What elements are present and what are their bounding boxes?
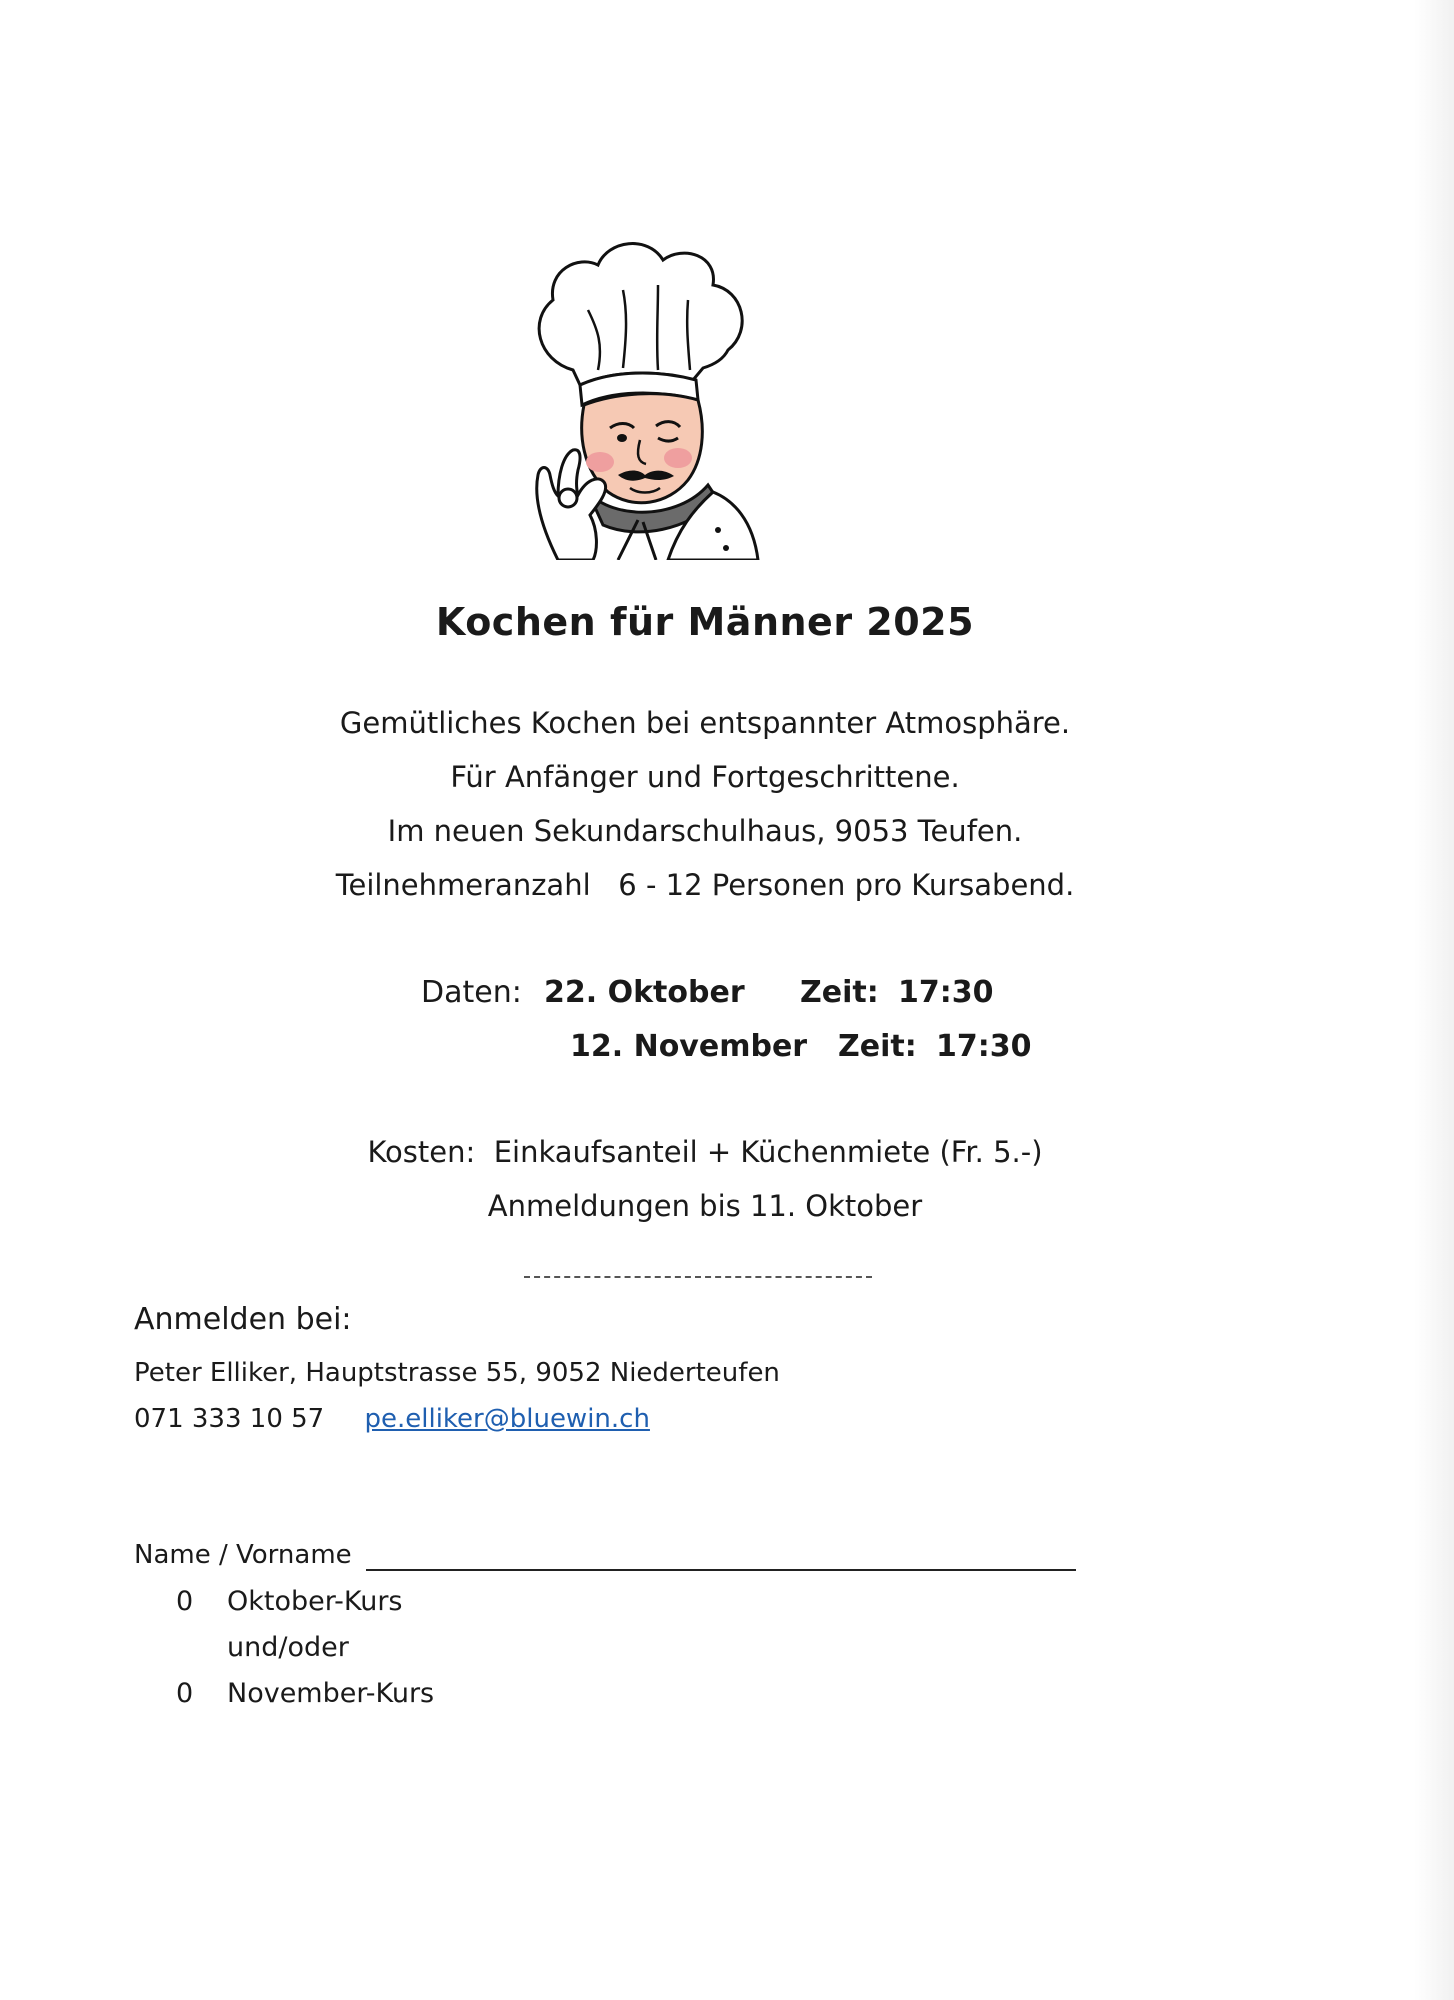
dashed-divider: [524, 1276, 872, 1278]
dates-label: Daten:: [421, 975, 522, 1010]
time-value: 17:30: [898, 975, 994, 1010]
page-title: Kochen für Männer 2025: [435, 600, 975, 644]
option-november-kurs: November-Kurs: [227, 1678, 435, 1709]
intro-line: Gemütliches Kochen bei entspannter Atmosphäre.: [339, 706, 1071, 740]
contact-phone: 071 333 10 57: [134, 1404, 325, 1434]
time-label: Zeit:: [800, 975, 879, 1010]
scan-edge-shadow: [1414, 0, 1454, 2000]
intro-line: Teilnehmeranzahl 6 - 12 Personen pro Kursabend.: [335, 868, 1075, 902]
chef-illustration: [518, 230, 768, 560]
time-value: 17:30: [936, 1029, 1032, 1064]
date-value: 12. November: [570, 1029, 808, 1064]
intro-line: Im neuen Sekundarschulhaus, 9053 Teufen.: [387, 814, 1023, 848]
name-field-label: Name / Vorname: [134, 1540, 352, 1570]
option-oktober-kurs: Oktober-Kurs: [227, 1586, 403, 1617]
costs-section: [0, 1125, 1410, 1233]
date-value: 22. Oktober: [544, 975, 745, 1010]
intro-text: [0, 696, 1410, 912]
contact-phone-email: [134, 1404, 650, 1434]
intro-line: Für Anfänger und Fortgeschrittene.: [450, 760, 960, 794]
registration-deadline: Anmeldungen bis 11. Oktober: [487, 1189, 923, 1223]
time-label: Zeit:: [838, 1029, 917, 1064]
email-link[interactable]: pe.elliker@bluewin.ch: [364, 1404, 650, 1434]
option-connector: und/oder: [227, 1632, 349, 1663]
contact-heading: Anmelden bei:: [134, 1302, 352, 1337]
costs-line: Kosten: Einkaufsanteil + Küchenmiete (Fr. 5.-): [367, 1135, 1043, 1169]
contact-address: Peter Elliker, Hauptstrasse 55, 9052 Niederteufen: [134, 1358, 780, 1388]
option-marker[interactable]: 0: [176, 1586, 194, 1617]
option-marker[interactable]: 0: [176, 1678, 194, 1709]
name-field-line[interactable]: [366, 1569, 1076, 1571]
